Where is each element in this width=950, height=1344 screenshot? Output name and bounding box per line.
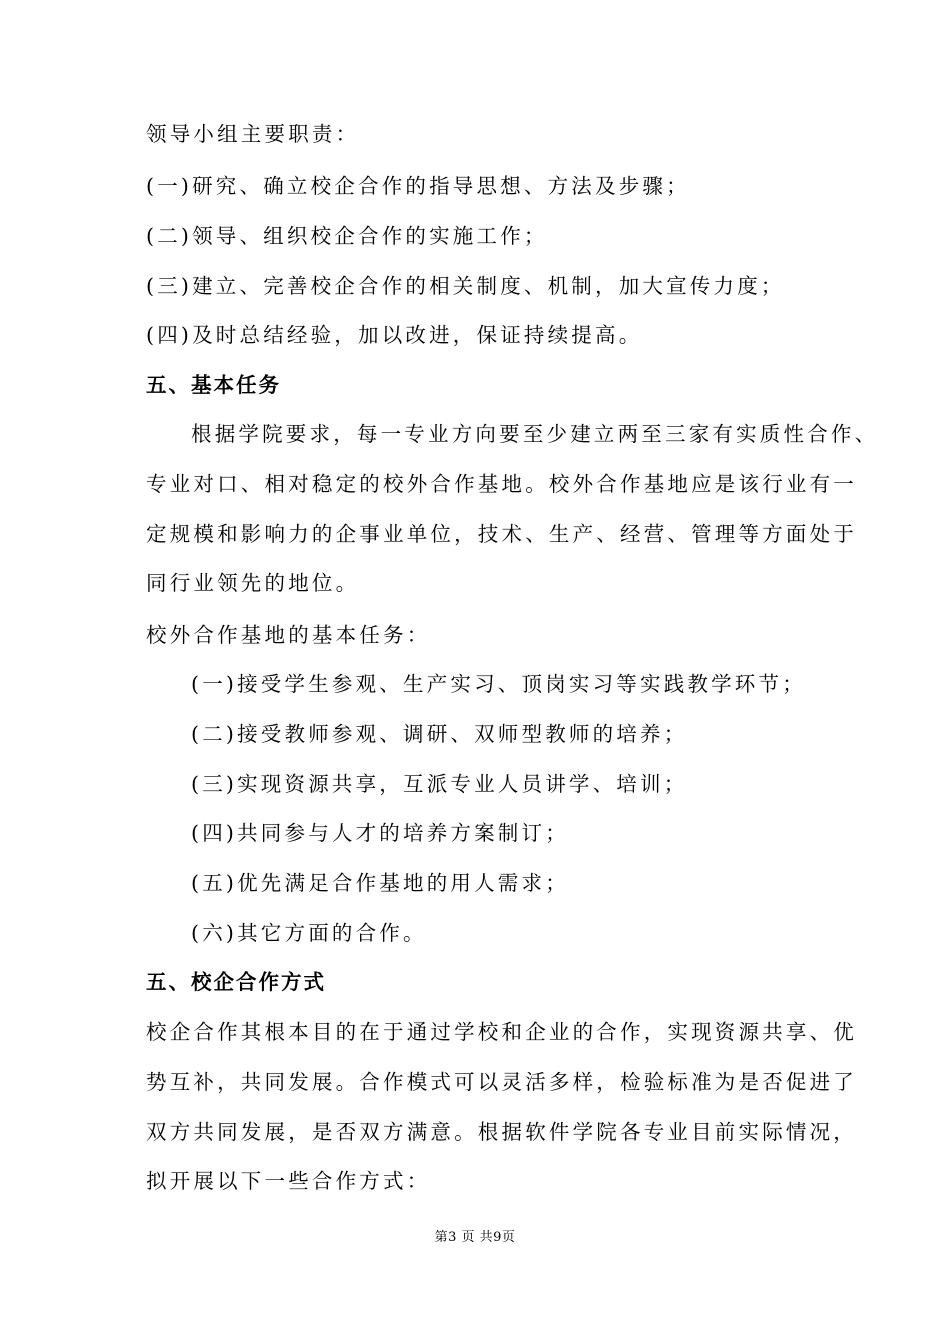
duty-item: (四)及时总结经验，加以改进，保证持续提高。 bbox=[146, 323, 643, 347]
duty-item: (二)领导、组织校企合作的实施工作； bbox=[146, 224, 548, 248]
duty-item: (一)研究、确立校企合作的指导思想、方法及步骤； bbox=[146, 174, 690, 198]
paragraph-line: 专业对口、相对稳定的校外合作基地。校外合作基地应是该行业有一 bbox=[146, 472, 857, 496]
section-heading-basic-tasks: 五、基本任务 bbox=[146, 373, 281, 397]
duties-intro: 领导小组主要职责： bbox=[146, 122, 360, 146]
tasks-list-intro: 校外合作基地的基本任务： bbox=[146, 623, 431, 647]
paragraph-line: 同行业领先的地位。 bbox=[146, 571, 360, 595]
paragraph-line: 根据学院要求，每一专业方向要至少建立两至三家有实质性合作、 bbox=[191, 422, 879, 446]
duty-item: (三)建立、完善校企合作的相关制度、机制，加大宣传力度； bbox=[146, 274, 785, 298]
paragraph-line: 校企合作其根本目的在于通过学校和企业的合作，实现资源共享、优 bbox=[146, 1020, 857, 1044]
paragraph-line: 拟开展以下一些合作方式： bbox=[146, 1169, 431, 1193]
section-heading-cooperation-modes: 五、校企合作方式 bbox=[146, 970, 326, 994]
page-number-footer: 第3 页 共9页 bbox=[434, 1230, 516, 1245]
paragraph-line: 双方共同发展，是否双方满意。根据软件学院各专业目前实际情况， bbox=[146, 1120, 857, 1144]
task-item: (六)其它方面的合作。 bbox=[191, 921, 427, 945]
paragraph-line: 势互补，共同发展。合作模式可以灵活多样，检验标准为是否促进了 bbox=[146, 1070, 857, 1094]
task-item: (三)实现资源共享，互派专业人员讲学、培训； bbox=[191, 772, 688, 796]
paragraph-line: 定规模和影响力的企事业单位，技术、生产、经营、管理等方面处于 bbox=[146, 522, 857, 546]
task-item: (二)接受教师参观、调研、双师型教师的培养； bbox=[191, 722, 688, 746]
task-item: (五)优先满足合作基地的用人需求； bbox=[191, 871, 569, 895]
task-item: (四)共同参与人才的培养方案制订； bbox=[191, 821, 569, 845]
task-item: (一)接受学生参观、生产实习、顶岗实习等实践教学环节； bbox=[191, 672, 806, 696]
